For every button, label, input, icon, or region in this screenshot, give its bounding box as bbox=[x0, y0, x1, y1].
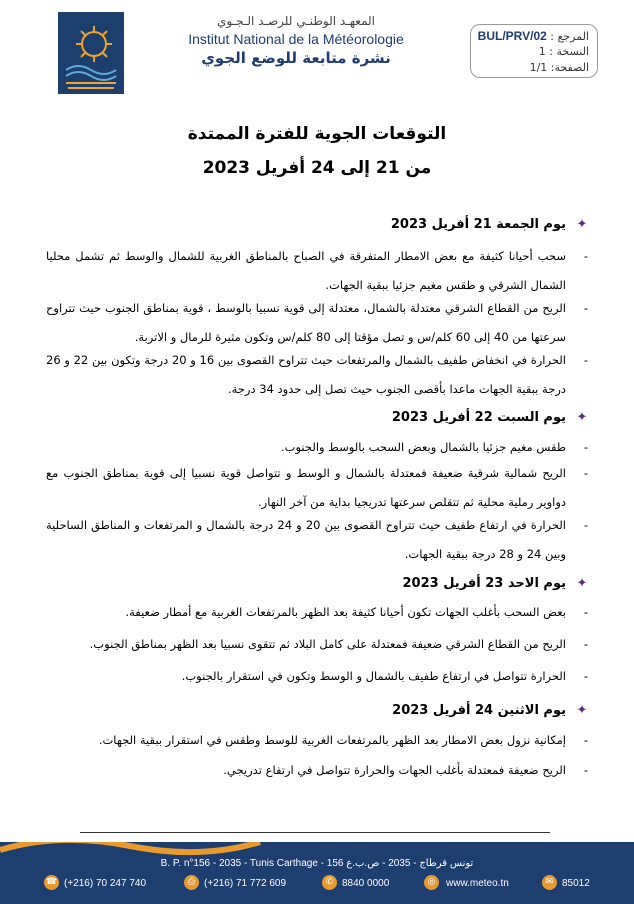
list-item: - الريح من القطاع الشرقي ضعيفة فمعتدلة على كامل البلاد ثم تتقوى نسبيا بعد الظهر بمناطق الجنوب. bbox=[89, 637, 588, 651]
list-item: - بعض السحب بأغلب الجهات تكون أحيانا كثيفة بعد الظهر بالمرتفعات الغربية مع أمطار ضعيفة. bbox=[125, 605, 588, 619]
footer-band bbox=[0, 842, 634, 904]
green-number-icon: ✆ bbox=[322, 875, 337, 890]
inm-logo bbox=[58, 12, 124, 94]
day-heading-monday: ✦يوم الاثنين 24 أفريل 2023 bbox=[392, 703, 588, 718]
bullet-star-icon bbox=[576, 703, 588, 718]
page-subtitle-dates: من 21 إلى 24 أفريل 2023 bbox=[202, 158, 432, 178]
footer-fax: (+216) 71 772 609 bbox=[204, 878, 287, 889]
version-label: النسخة : bbox=[549, 45, 589, 58]
reference-line bbox=[478, 29, 589, 43]
page-label: الصفحة: bbox=[550, 61, 589, 74]
phone-icon: ☎ bbox=[44, 875, 59, 890]
list-item: - الريح شمالية شرقية ضعيفة فمعتدلة بالشمال و الوسط و تتواصل قوية نسبيا إلى قوية بمناطق الجنوب مع دواوير رملية محلية ثم تتقلص سرعتها تدريجيا بداية من آخر النهار. bbox=[46, 466, 588, 509]
bulletin-name: نشرة متابعة للوضع الجوي bbox=[201, 49, 391, 67]
list-item: - الحرارة في انخفاض طفيف بالشمال والمرتفعات حيث تتراوح القصوى بين 16 و 20 درجة وتكون بين 22 و 26 درجة ببقية الجهات ماعدا بأقصى الجنوب حيث تصل إلى حدود 34 درجة. bbox=[46, 353, 588, 396]
version-line bbox=[539, 45, 589, 58]
footer-postal: 85012 bbox=[562, 878, 590, 889]
version-value: 1 bbox=[538, 45, 546, 58]
day-heading-friday: ✦يوم الجمعة 21 أفريل 2023 bbox=[391, 217, 588, 232]
bullet-star-icon bbox=[576, 410, 588, 425]
list-item: - إمكانية نزول بعض الامطار بعد الظهر بالمرتفعات الغربية للوسط وطقس في استقرار ببقية الجهات. bbox=[98, 733, 588, 747]
page-line bbox=[530, 61, 589, 74]
page-title: التوقعات الجوية للفترة الممتدة bbox=[187, 124, 447, 144]
reference-box bbox=[470, 24, 598, 78]
fax-icon: ⎙ bbox=[184, 875, 199, 890]
globe-icon: ◎ bbox=[424, 875, 439, 890]
institute-name-arabic: المعهـد الوطنـي للرصـد الـجـوي bbox=[217, 14, 375, 28]
day-heading-sunday: ✦يوم الاحد 23 أفريل 2023 bbox=[402, 576, 588, 591]
reference-value: BUL/PRV/02 bbox=[477, 29, 547, 43]
mail-icon: ✉ bbox=[542, 875, 557, 890]
list-item: - الحرارة تتواصل في ارتفاع طفيف بالشمال و الوسط وتكون في استقرار بالجنوب. bbox=[181, 669, 588, 683]
page-value: 1/1 bbox=[529, 61, 548, 74]
signature-line bbox=[80, 832, 550, 833]
footer-address: B. P. n°156 - 2035 - Tunis Carthage - تونس قرطاج - 2035 - ص.ب.ع 156 bbox=[160, 858, 474, 869]
footer-phone: (+216) 70 247 740 bbox=[64, 878, 147, 889]
day-heading-saturday: ✦يوم السبت 22 أفريل 2023 bbox=[392, 410, 588, 425]
list-item: - الريح من القطاع الشرقي معتدلة بالشمال، معتدلة إلى قوية نسبيا بالوسط ، قوية بمناطق الجنوب حيث تتراوح سرعتها من 40 إلى 60 كلم/س و تصل مؤقتا إلى 80 كلم/س وتكون مثيرة للرمال و الاتربة. bbox=[46, 301, 588, 344]
list-item: - سحب أحيانا كثيفة مع بعض الامطار المتفرقة في الصباح بالمناطق الغربية للشمال والوسط ثم تشمل محليا الشمال الشرقي و طقس مغيم جزئيا ببقية الجهات. bbox=[46, 249, 588, 292]
list-item: - الحرارة في ارتفاع طفيف حيث تتراوح القصوى بين 20 و 24 درجة بالشمال و المرتفعات و المناطق الساحلية وبين 24 و 28 درجة ببقية الجهات. bbox=[46, 518, 588, 561]
list-item: - الريح ضعيفة فمعتدلة بأغلب الجهات والحرارة تتواصل في ارتفاع تدريجي. bbox=[223, 763, 588, 777]
institute-name-french: Institut National de la Météorologie bbox=[188, 31, 404, 47]
bullet-star-icon bbox=[576, 217, 588, 232]
footer-website[interactable]: www.meteo.tn bbox=[446, 878, 509, 889]
bullet-star-icon bbox=[576, 576, 588, 591]
footer-green-number: 8840 0000 bbox=[342, 878, 390, 889]
reference-label: المرجع : bbox=[550, 30, 589, 43]
list-item: - طقس مغيم جزئيا بالشمال وبعض السحب بالوسط والجنوب. bbox=[281, 440, 588, 454]
